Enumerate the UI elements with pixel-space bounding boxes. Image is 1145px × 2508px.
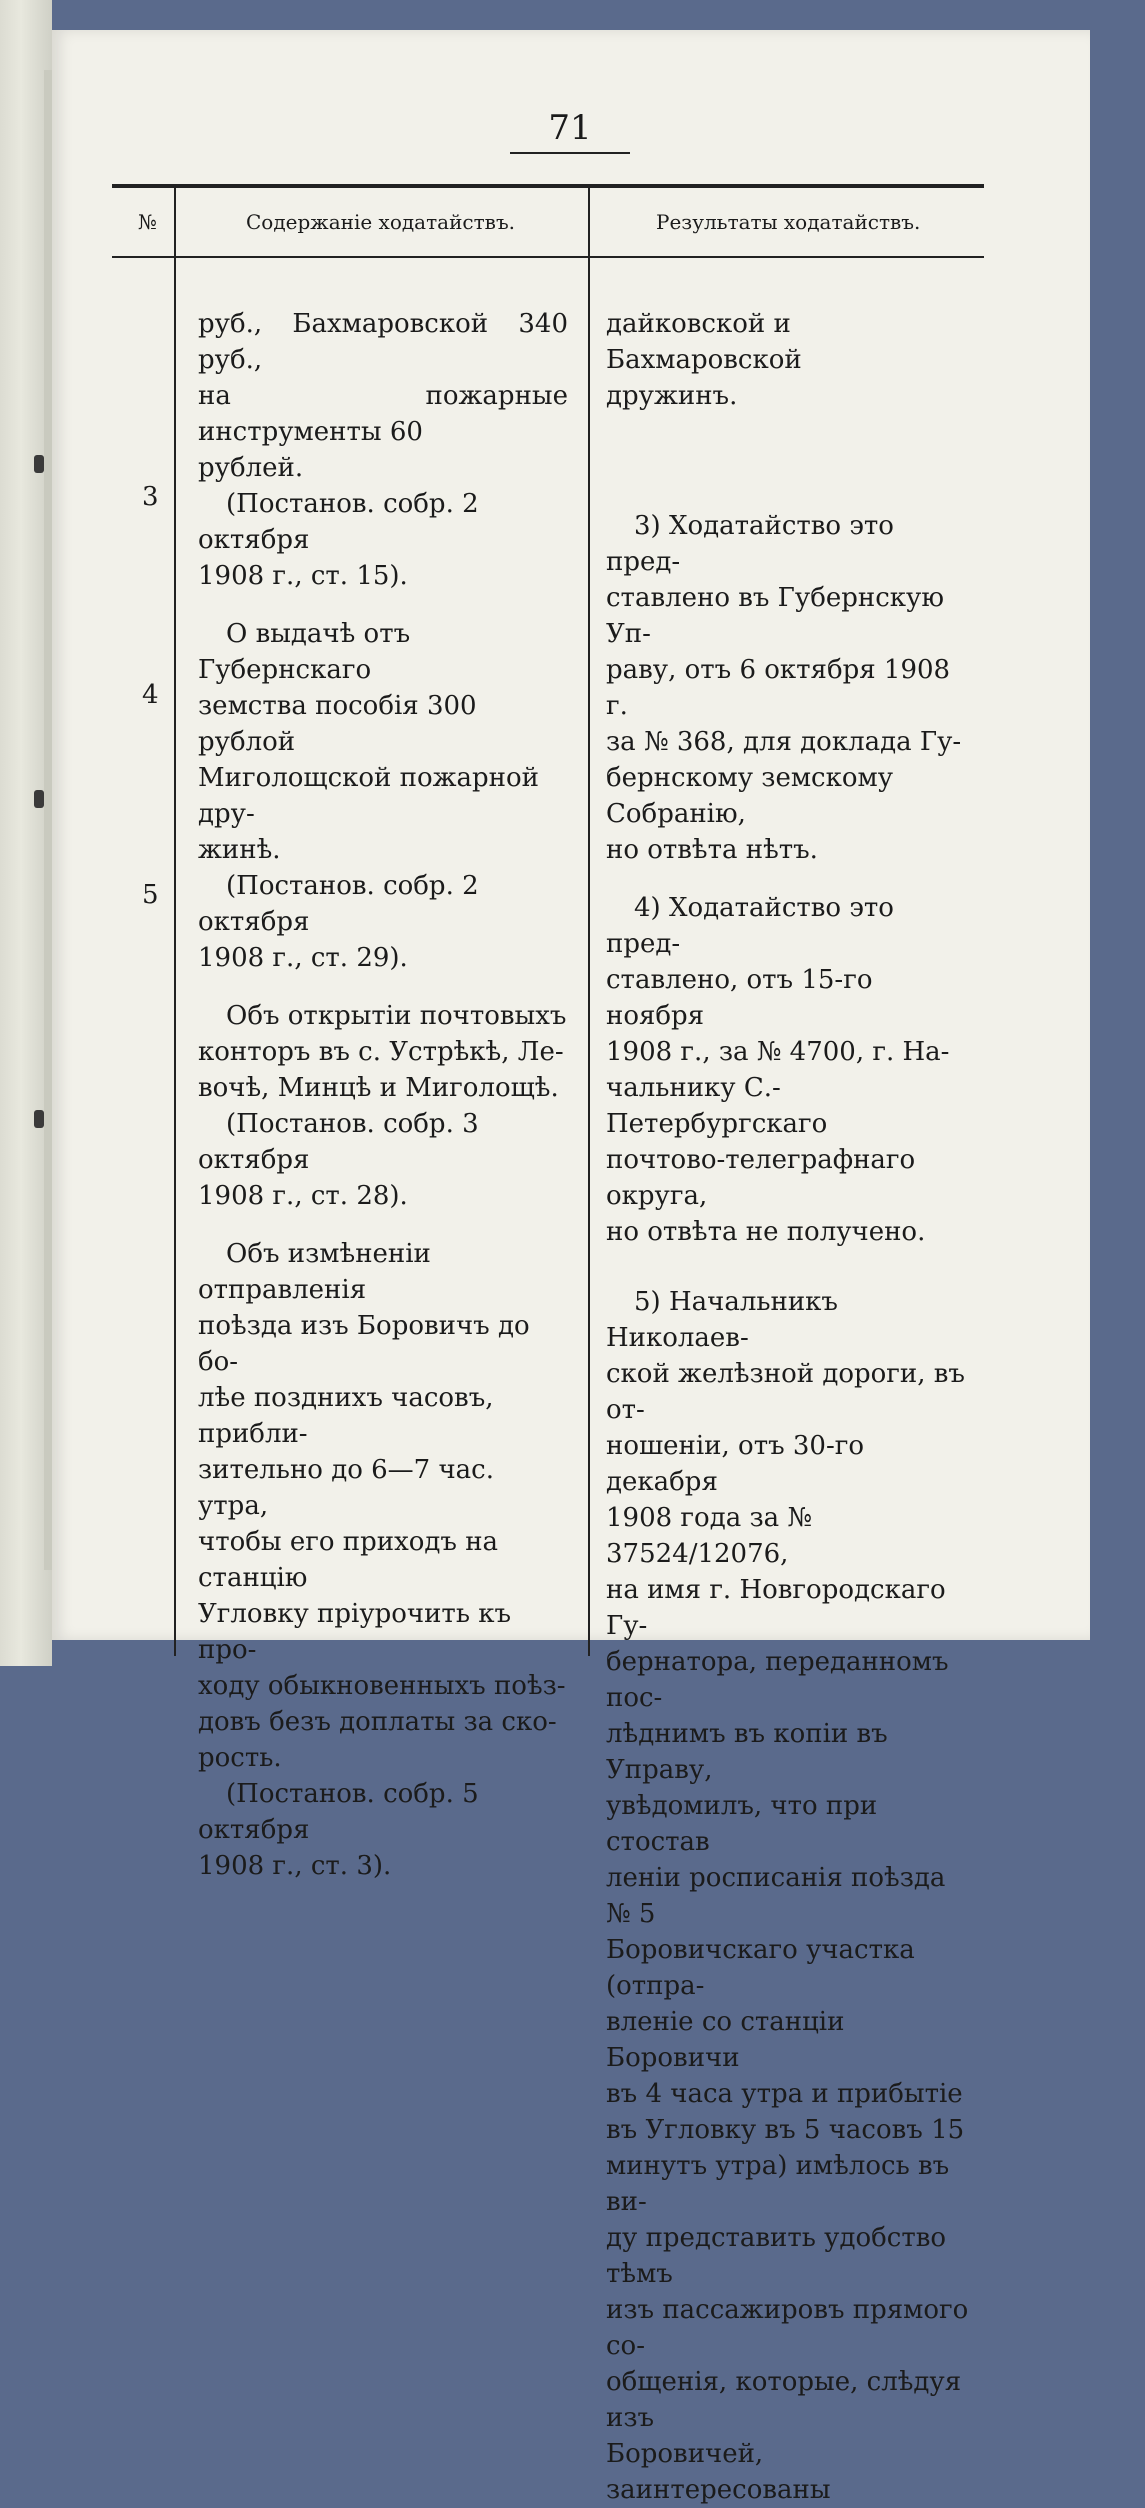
text-line: дайковской и Бахмаровской bbox=[606, 309, 802, 375]
header-results: Результаты ходатайствъ. bbox=[656, 210, 921, 234]
text-line: 5) Начальникъ Николаев- bbox=[606, 1287, 838, 1353]
row-number-4: 4 bbox=[142, 680, 159, 710]
text-line: (Постанов. собр. 2 октября bbox=[198, 871, 479, 937]
text-line: ставлено въ Губернскую Уп- bbox=[606, 583, 944, 649]
text-line: 1908 г., ст. 15). bbox=[198, 561, 408, 591]
text-line: Объ открытіи почтовыхъ bbox=[226, 1001, 567, 1031]
header-number: № bbox=[138, 210, 157, 234]
text-line: изъ пассажировъ прямого со- bbox=[606, 2295, 969, 2361]
text-line: чальнику С.-Петербургскаго bbox=[606, 1073, 828, 1139]
page-number: 71 bbox=[548, 108, 592, 148]
results-column bbox=[606, 306, 976, 2508]
text-line: ходу обыкновенныхъ поѣз- bbox=[198, 1671, 566, 1701]
text-line: минутъ утра) имѣлось въ ви- bbox=[606, 2151, 950, 2217]
text-line: общенія, которые, слѣдуя изъ bbox=[606, 2367, 962, 2433]
page-number-rule bbox=[510, 152, 630, 154]
text-line: Угловку пріурочить къ про- bbox=[198, 1599, 512, 1665]
text-line: О выдачѣ отъ Губернскаго bbox=[198, 619, 411, 685]
text-line: вочѣ, Минцѣ и Миголощѣ. bbox=[198, 1073, 559, 1103]
text-line: Боровичскаго участка (отпра- bbox=[606, 1935, 915, 2001]
text-line: леніи росписанія поѣзда № 5 bbox=[606, 1863, 946, 1929]
text-line: зительно до 6—7 час. утра, bbox=[198, 1455, 494, 1521]
text-line: бернскому земскому Собранію, bbox=[606, 763, 894, 829]
text-line: конторъ въ с. Устрѣкѣ, Ле- bbox=[198, 1037, 564, 1067]
text-line: 4) Ходатайство это пред- bbox=[606, 893, 894, 959]
text-line: лѣднимъ въ копіи въ Управу, bbox=[606, 1719, 888, 1785]
column-divider-results bbox=[588, 186, 590, 1656]
text-line: лѣе позднихъ часовъ, прибли- bbox=[198, 1383, 494, 1449]
text-line: земства пособія 300 рублой bbox=[198, 691, 477, 757]
text-line: Боровичей, заинтересованы bbox=[606, 2439, 831, 2505]
text-line: Объ измѣненіи отправленія bbox=[198, 1239, 431, 1305]
text-line: ду представить удобство тѣмъ bbox=[606, 2223, 947, 2289]
text-line: почтово-телеграфнаго округа, bbox=[606, 1145, 916, 1211]
text-line: довъ безъ доплаты за ско- bbox=[198, 1707, 557, 1737]
text-line: но отвѣта не получено. bbox=[606, 1217, 926, 1247]
table-top-rule bbox=[112, 184, 984, 188]
binding-thread-mark bbox=[34, 455, 44, 473]
text-line: ношеніи, отъ 30-го декабря bbox=[606, 1431, 865, 1497]
scan-background bbox=[1090, 30, 1145, 1640]
text-line: 1908 г., ст. 28). bbox=[198, 1181, 408, 1211]
text-line: въ 4 часа утра и прибытіе bbox=[606, 2079, 963, 2109]
text-line: поѣзда изъ Боровичъ до бо- bbox=[198, 1311, 530, 1377]
column-divider-number bbox=[174, 186, 176, 1656]
text-line: на пожарные инструменты 60 bbox=[198, 381, 568, 447]
text-line: 1908 г., за № 4700, г. На- bbox=[606, 1037, 950, 1067]
text-line: бернатора, переданномъ пос- bbox=[606, 1647, 949, 1713]
text-line: за № 368, для доклада Гу- bbox=[606, 727, 962, 757]
row-number-3: 3 bbox=[142, 482, 159, 512]
text-line: ской желѣзной дороги, въ от- bbox=[606, 1359, 965, 1425]
text-line: рублей. bbox=[198, 453, 304, 483]
text-line: 1908 г., ст. 3). bbox=[198, 1851, 392, 1881]
text-line: но отвѣта нѣтъ. bbox=[606, 835, 818, 865]
text-line: Миголощской пожарной дру- bbox=[198, 763, 539, 829]
text-line: ставлено, отъ 15-го ноября bbox=[606, 965, 873, 1031]
text-line: 3) Ходатайство это пред- bbox=[606, 511, 894, 577]
header-bottom-rule bbox=[112, 256, 984, 258]
text-line: жинѣ. bbox=[198, 835, 281, 865]
binding-thread-mark bbox=[34, 790, 44, 808]
binding-thread-mark bbox=[34, 1110, 44, 1128]
text-line: въ Угловку въ 5 часовъ 15 bbox=[606, 2115, 965, 2145]
header-content: Содержаніе ходатайствъ. bbox=[246, 210, 516, 234]
text-line: увѣдомилъ, что при стостав bbox=[606, 1791, 878, 1857]
text-line: (Постанов. собр. 2 октября bbox=[198, 489, 479, 555]
text-line: дружинъ. bbox=[606, 381, 738, 411]
text-line: (Постанов. собр. 3 октября bbox=[198, 1109, 479, 1175]
text-line: на имя г. Новгородскаго Гу- bbox=[606, 1575, 946, 1641]
row-number-5: 5 bbox=[142, 880, 159, 910]
text-line: раву, отъ 6 октября 1908 г. bbox=[606, 655, 951, 721]
content-column bbox=[198, 306, 568, 1884]
text-line: рость. bbox=[198, 1743, 282, 1773]
text-line: 1908 года за № 37524/12076, bbox=[606, 1503, 813, 1569]
text-line: вленіе со станціи Боровичи bbox=[606, 2007, 845, 2073]
text-line: (Постанов. собр. 5 октября bbox=[198, 1779, 479, 1845]
text-line: 1908 г., ст. 29). bbox=[198, 943, 408, 973]
text-line: руб., Бахмаровской 340 руб., bbox=[198, 309, 568, 375]
text-line: чтобы его приходъ на станцію bbox=[198, 1527, 499, 1593]
